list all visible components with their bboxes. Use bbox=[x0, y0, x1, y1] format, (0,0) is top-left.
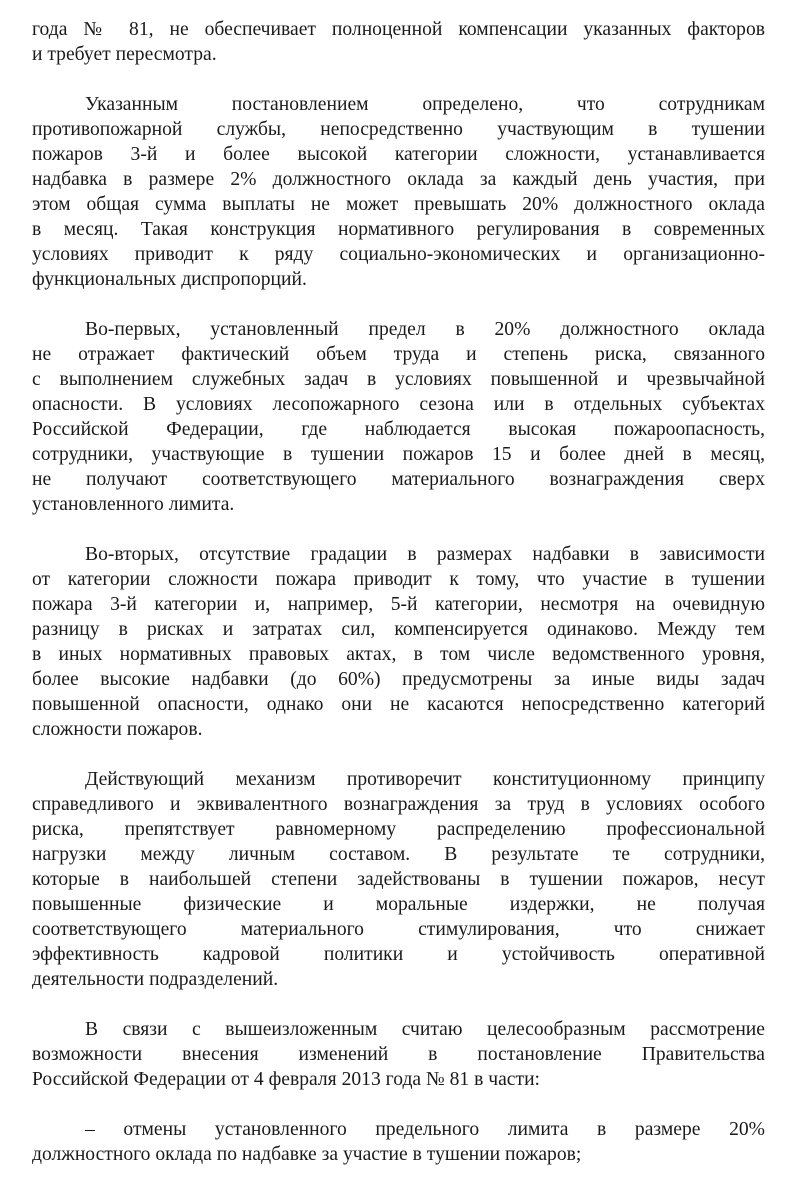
text-line: опасности. В условиях лесопожарного сезона или в отдельных субъектах bbox=[32, 394, 765, 415]
text-line: Российской Федерации от 4 февраля 2013 года № 81 в части: bbox=[32, 1069, 540, 1090]
text-line: возможности внесения изменений в постановление Правительства bbox=[32, 1044, 765, 1065]
text-line: повышенной опасности, однако они не касаются непосредственно категорий bbox=[32, 694, 765, 715]
text-line: сложности пожаров. bbox=[32, 719, 203, 740]
text-line: В связи с вышеизложенным считаю целесообразным рассмотрение bbox=[85, 1019, 765, 1040]
text-line: нагрузки между личным составом. В результате те сотрудники, bbox=[32, 844, 765, 865]
text-line: года № 81, не обеспечивает полноценной компенсации указанных факторов bbox=[32, 19, 765, 40]
text-line: деятельности подразделений. bbox=[32, 969, 279, 990]
text-line: пожара 3-й категории и, например, 5-й категории, несмотря на очевидную bbox=[32, 594, 765, 615]
document-page bbox=[32, 17, 765, 1192]
text-line: повышенные физические и моральные издержки, не получая bbox=[32, 894, 765, 915]
text-line: противопожарной службы, непосредственно участвующим в тушении bbox=[32, 119, 765, 140]
text-line: – отмены установленного предельного лимита в размере 20% bbox=[85, 1119, 765, 1140]
text-line: этом общая сумма выплаты не может превышать 20% должностного оклада bbox=[32, 194, 765, 215]
text-line: соответствующего материального стимулирования, что снижает bbox=[32, 919, 765, 940]
text-line: пожаров 3-й и более высокой категории сложности, устанавливается bbox=[32, 144, 765, 165]
text-line: и требует пересмотра. bbox=[32, 44, 217, 65]
text-line: Российской Федерации, где наблюдается высокая пожароопасность, bbox=[32, 419, 765, 440]
text-line: Во-вторых, отсутствие градации в размерах надбавки в зависимости bbox=[85, 544, 765, 565]
paragraph bbox=[32, 17, 765, 67]
text-line: функциональных диспропорций. bbox=[32, 269, 307, 290]
paragraph bbox=[32, 1017, 765, 1092]
text-line: от категории сложности пожара приводит к тому, что участие в тушении bbox=[32, 569, 765, 590]
paragraph bbox=[32, 767, 765, 992]
paragraph bbox=[32, 1117, 765, 1167]
text-line: Действующий механизм противоречит конституционному принципу bbox=[85, 769, 765, 790]
text-line: Во-первых, установленный предел в 20% должностного оклада bbox=[85, 319, 765, 340]
text-line: в иных нормативных правовых актах, в том числе ведомственного уровня, bbox=[32, 644, 765, 665]
text-line: эффективность кадровой политики и устойчивость оперативной bbox=[32, 944, 765, 965]
text-line: Указанным постановлением определено, что сотрудникам bbox=[85, 94, 765, 115]
text-line: разницу в рисках и затратах сил, компенсируется одинаково. Между тем bbox=[32, 619, 765, 640]
text-line: условиях приводит к ряду социально-экономических и организационно- bbox=[32, 244, 765, 265]
paragraph bbox=[32, 317, 765, 517]
text-line: более высокие надбавки (до 60%) предусмотрены за иные виды задач bbox=[32, 669, 765, 690]
text-line: надбавка в размере 2% должностного оклада за каждый день участия, при bbox=[32, 169, 765, 190]
text-line: сотрудники, участвующие в тушении пожаров 15 и более дней в месяц, bbox=[32, 444, 765, 465]
text-line: которые в наибольшей степени задействованы в тушении пожаров, несут bbox=[32, 869, 765, 890]
text-line: справедливого и эквивалентного вознаграждения за труд в условиях особого bbox=[32, 794, 765, 815]
text-line: установленного лимита. bbox=[32, 494, 235, 515]
text-line: не отражает фактический объем труда и степень риска, связанного bbox=[32, 344, 765, 365]
text-line: риска, препятствует равномерному распределению профессиональной bbox=[32, 819, 765, 840]
paragraph bbox=[32, 542, 765, 742]
paragraph bbox=[32, 92, 765, 292]
text-line: должностного оклада по надбавке за участие в тушении пожаров; bbox=[32, 1144, 582, 1165]
text-line: в месяц. Такая конструкция нормативного регулирования в современных bbox=[32, 219, 765, 240]
text-line: не получают соответствующего материального вознаграждения сверх bbox=[32, 469, 765, 490]
text-line: с выполнением служебных задач в условиях повышенной и чрезвычайной bbox=[32, 369, 765, 390]
